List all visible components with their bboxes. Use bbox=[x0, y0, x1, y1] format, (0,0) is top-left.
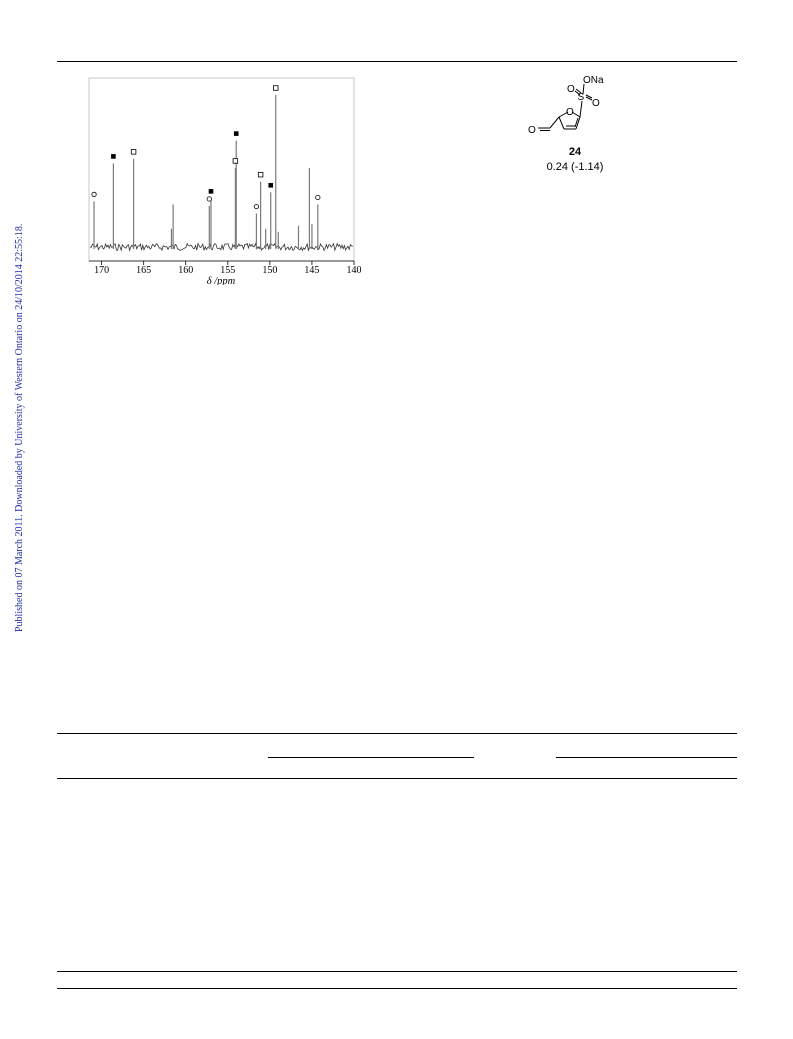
x-tick-label-165: 165 bbox=[136, 265, 152, 276]
filled-square-marker-1 bbox=[111, 154, 116, 159]
open-circle-marker-6 bbox=[207, 197, 211, 201]
x-axis-ticks bbox=[94, 261, 361, 276]
download-notice: Published on 07 March 2011. Downloaded by University of Western Ontario on 24/10/2014 22:55:18. bbox=[14, 223, 25, 632]
open-circle-marker-9 bbox=[254, 204, 258, 208]
filled-square-marker-12 bbox=[268, 183, 273, 188]
table-header-span-rule-2 bbox=[556, 757, 737, 758]
x-axis-label: δ /ppm bbox=[206, 276, 236, 285]
open-square-marker-2 bbox=[131, 150, 136, 155]
x-tick-label-170: 170 bbox=[94, 265, 110, 276]
x-tick-label-140: 140 bbox=[346, 265, 361, 276]
table-top-rule bbox=[57, 733, 737, 734]
atom-label-o-ring: O bbox=[566, 107, 574, 118]
atom-label-s: S bbox=[577, 92, 585, 103]
open-circle-marker-0 bbox=[92, 192, 96, 196]
x-tick-label-145: 145 bbox=[304, 265, 320, 276]
nmr-spectrum-chart bbox=[86, 75, 361, 285]
open-circle-marker-18 bbox=[316, 195, 320, 199]
table-bottom-rule-2 bbox=[57, 988, 737, 989]
x-tick-label-155: 155 bbox=[220, 265, 236, 276]
x-tick-label-160: 160 bbox=[178, 265, 194, 276]
compound-value: 0.24 (-1.14) bbox=[546, 161, 604, 173]
table-header-rule bbox=[57, 778, 737, 779]
atom-label-ona: ONa bbox=[583, 75, 604, 86]
plot-frame bbox=[89, 78, 354, 261]
table-header-span-rule-1 bbox=[268, 757, 474, 758]
atom-label-o-left: O bbox=[567, 84, 575, 95]
atom-label-o-right: O bbox=[592, 98, 600, 109]
table-bottom-rule-1 bbox=[57, 971, 737, 972]
compound-24-structure bbox=[520, 72, 630, 144]
open-square-marker-8 bbox=[233, 159, 238, 164]
atom-label-o-aldehyde: O bbox=[528, 125, 536, 136]
x-tick-label-150: 150 bbox=[262, 265, 278, 276]
top-rule bbox=[57, 61, 737, 62]
open-square-marker-10 bbox=[258, 172, 263, 177]
filled-square-marker-7 bbox=[234, 131, 239, 136]
open-square-marker-13 bbox=[273, 86, 278, 91]
compound-number: 24 bbox=[568, 146, 582, 158]
filled-square-marker-5 bbox=[209, 189, 214, 194]
